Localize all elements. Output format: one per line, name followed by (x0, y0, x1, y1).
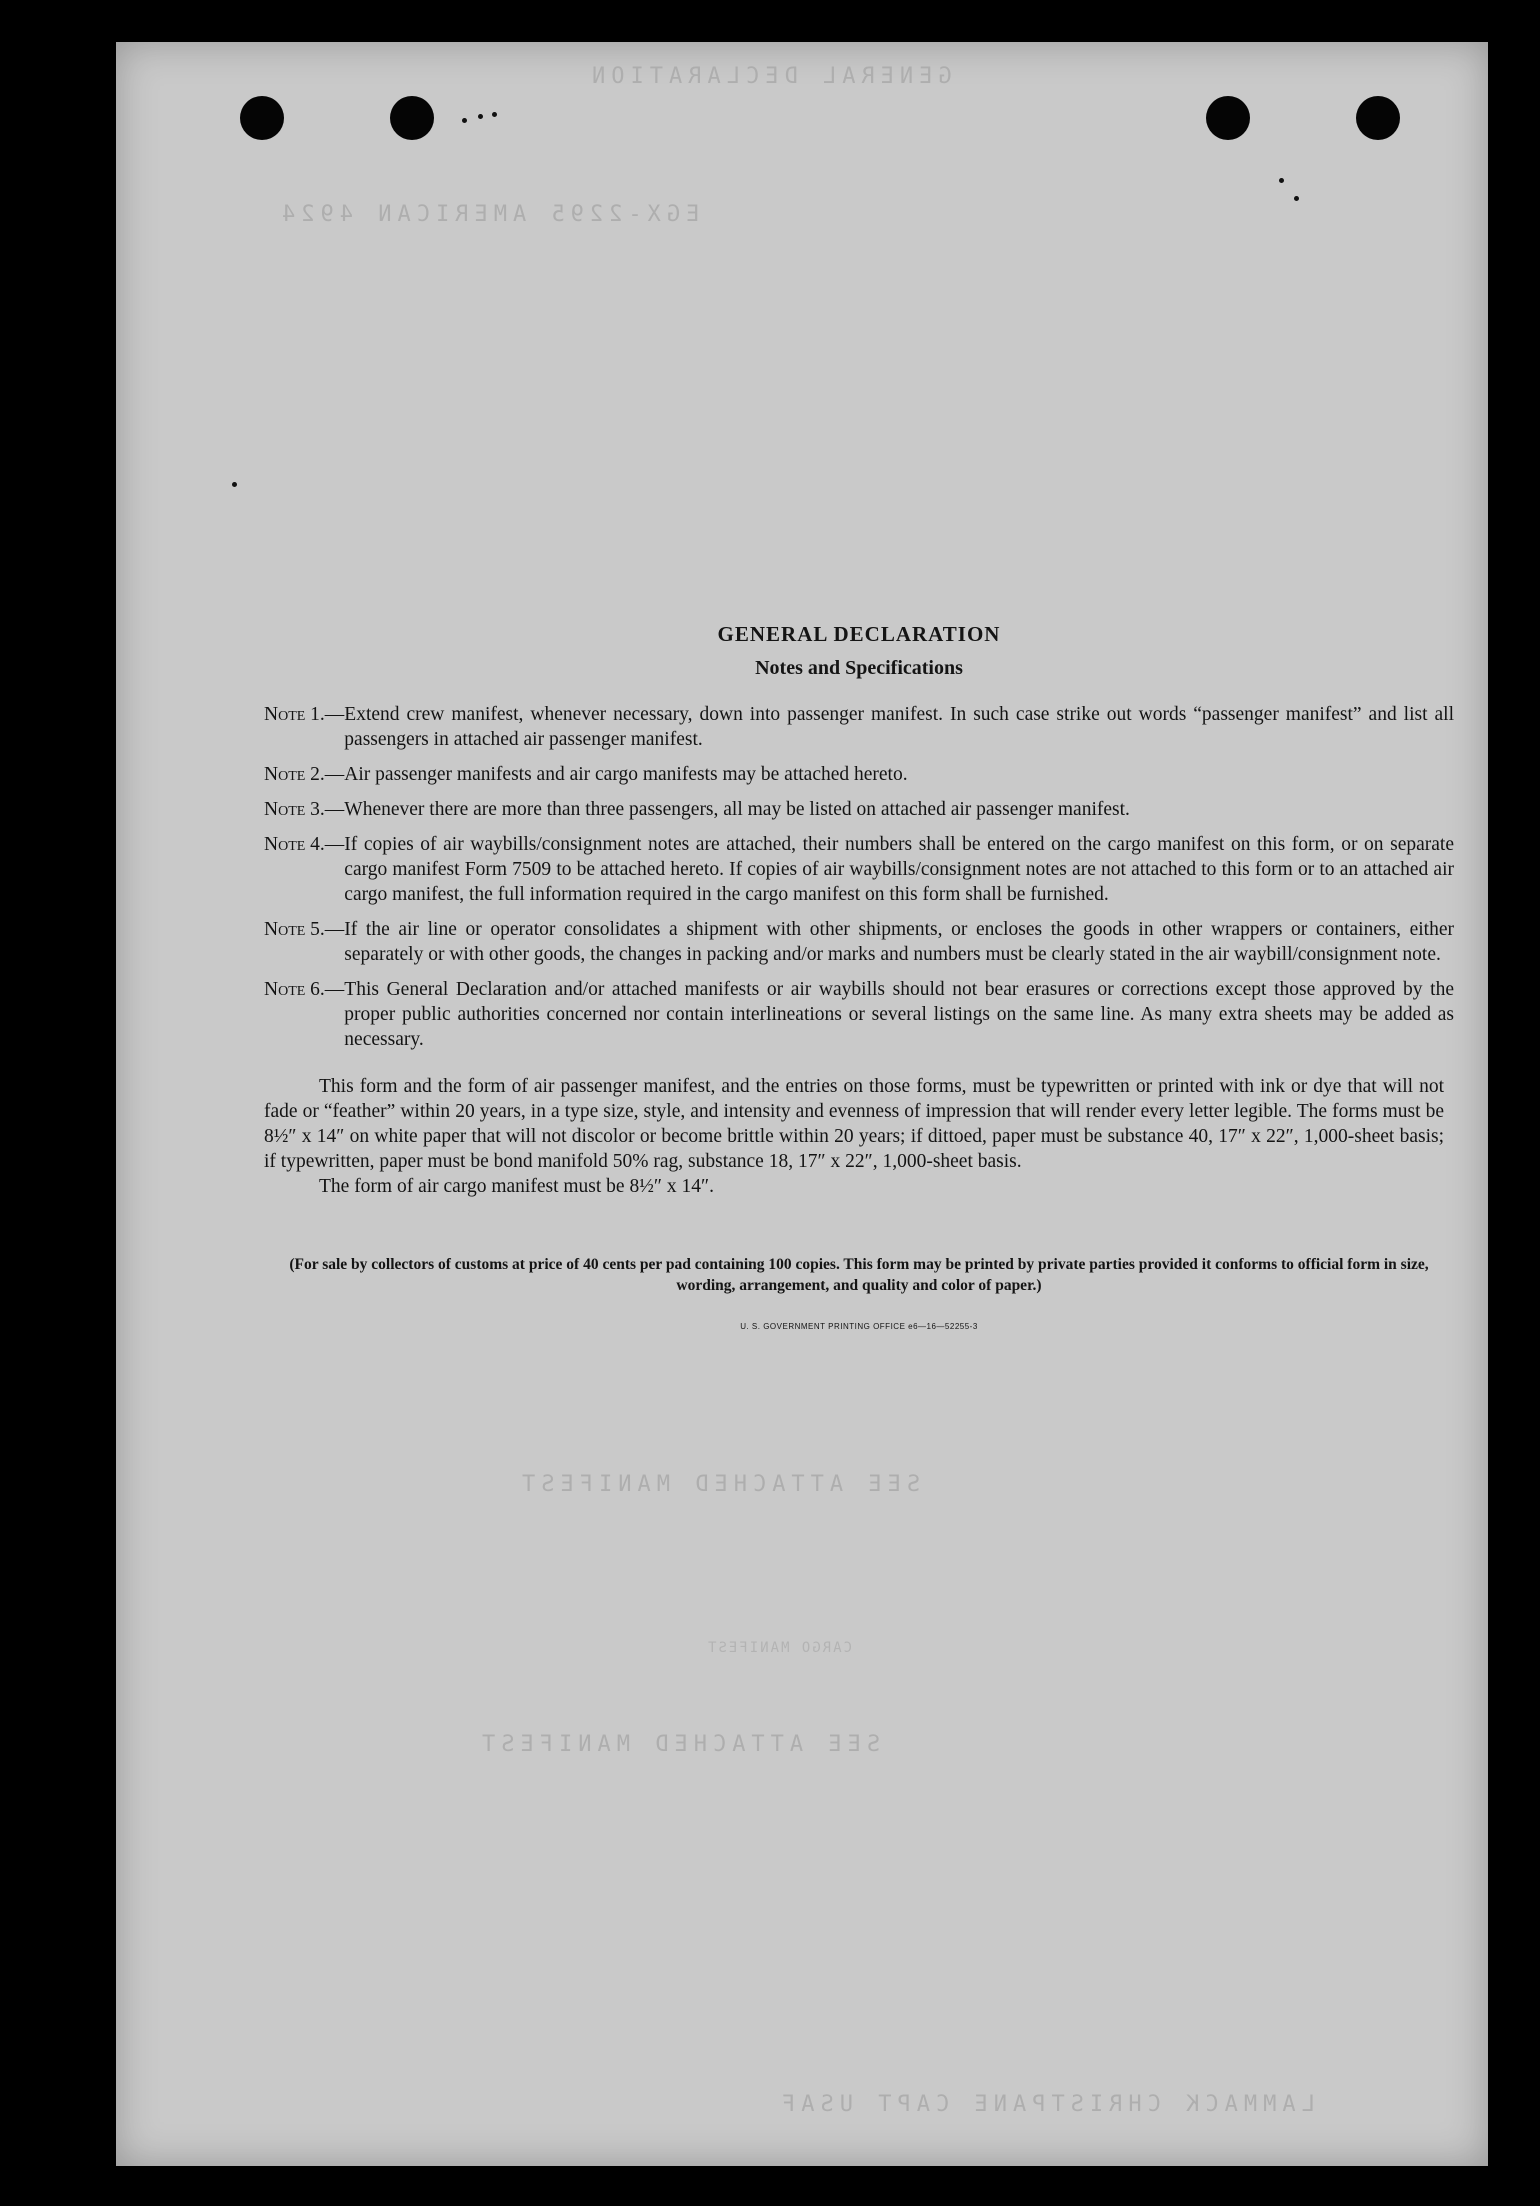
notes-content (264, 622, 1454, 1331)
speck (232, 482, 237, 487)
speck (492, 112, 497, 117)
cargo-manifest-size-line: The form of air cargo manifest must be 8½″ x 14″. (319, 1176, 714, 1197)
speck (1279, 178, 1284, 183)
punch-hole-left-1 (240, 96, 284, 140)
bleed-through-header: GENERAL DECLARATION (586, 64, 952, 89)
note-2 (264, 762, 1454, 787)
bleed-through-typed-line: LAMMACK CHRISTPANE CAPT USAF (776, 2092, 1315, 2117)
document-sheet (116, 42, 1488, 2166)
page-subtitle: Notes and Specifications (755, 657, 963, 679)
note-label: Note 1.— (264, 704, 345, 725)
note-text: If the air line or operator consolidates a shipment with other shipments, or encloses the goods in other wrappers or containers, either separately or with other goods, the changes in packing and/or marks and numbers must be clearly stated in the air waybill/consignment note. (344, 919, 1454, 965)
speck (478, 114, 483, 119)
note-text: Extend crew manifest, whenever necessary, down into passenger manifest. In such case strike out words “passenger manifest” and list all passengers in attached air passenger manifest. (344, 704, 1454, 750)
note-6 (264, 977, 1454, 1052)
note-text: This General Declaration and/or attached manifests or air waybills should not bear erasures or corrections except those approved by the proper public authorities concerned nor contain interlineations or several listings on the same line. As many extra sheets may be added as necessary. (344, 979, 1454, 1050)
note-label: Note 4.— (264, 834, 345, 855)
note-label: Note 2.— (264, 764, 345, 785)
note-label: Note 5.— (264, 919, 345, 940)
bleed-through-typed-line: EGX-2295 AMERICAN 4924 (276, 202, 700, 227)
punch-hole-left-2 (390, 96, 434, 140)
note-label: Note 3.— (264, 799, 345, 820)
note-text: Air passenger manifests and air cargo manifests may be attached hereto. (344, 764, 908, 785)
bleed-through-typed-line: SEE ATTACHED MANIFEST (516, 1472, 921, 1497)
note-label: Note 6.— (264, 979, 345, 1000)
note-4 (264, 832, 1454, 907)
sale-notice: (For sale by collectors of customs at price of 40 cents per pad containing 100 copies. This form may be printed by private parties provided it conforms to official form in size, wording, arrangement, and quality and color of paper.) (289, 1256, 1429, 1294)
punch-hole-right-1 (1206, 96, 1250, 140)
page-title: GENERAL DECLARATION (717, 622, 1001, 646)
bleed-through-typed-line: SEE ATTACHED MANIFEST (476, 1732, 881, 1757)
note-text: If copies of air waybills/consignment notes are attached, their numbers shall be entered on the cargo manifest on this form, or on separate cargo manifest Form 7509 to be attached hereto. If copies of air waybills/consignment notes are not attached to this form or to an attached air cargo manifest, the full information required in the cargo manifest on this form shall be furnished. (344, 834, 1454, 905)
printer-line: U. S. GOVERNMENT PRINTING OFFICE e6—16—52255-3 (740, 1322, 978, 1331)
specification-paragraph: This form and the form of air passenger manifest, and the entries on those forms, must be typewritten or printed with ink or dye that will not fade or “feather” within 20 years, in a type size, style, and intensity and evenness of impression that will render every letter legible. The forms must be 8½″ x 14″ on white paper that will not discolor or become brittle within 20 years; if dittoed, paper must be substance 40, 17″ x 22″, 1,000-sheet basis; if typewritten, paper must be bond manifold 50% rag, substance 18, 17″ x 22″, 1,000-sheet basis. (264, 1076, 1444, 1172)
note-5 (264, 917, 1454, 967)
punch-hole-right-2 (1356, 96, 1400, 140)
note-3 (264, 797, 1454, 822)
note-text: Whenever there are more than three passengers, all may be listed on attached air passenger manifest. (344, 799, 1130, 820)
bleed-through-label: CARGO MANIFEST (706, 1640, 853, 1656)
speck (462, 118, 467, 123)
note-1 (264, 702, 1454, 752)
speck (1294, 196, 1299, 201)
